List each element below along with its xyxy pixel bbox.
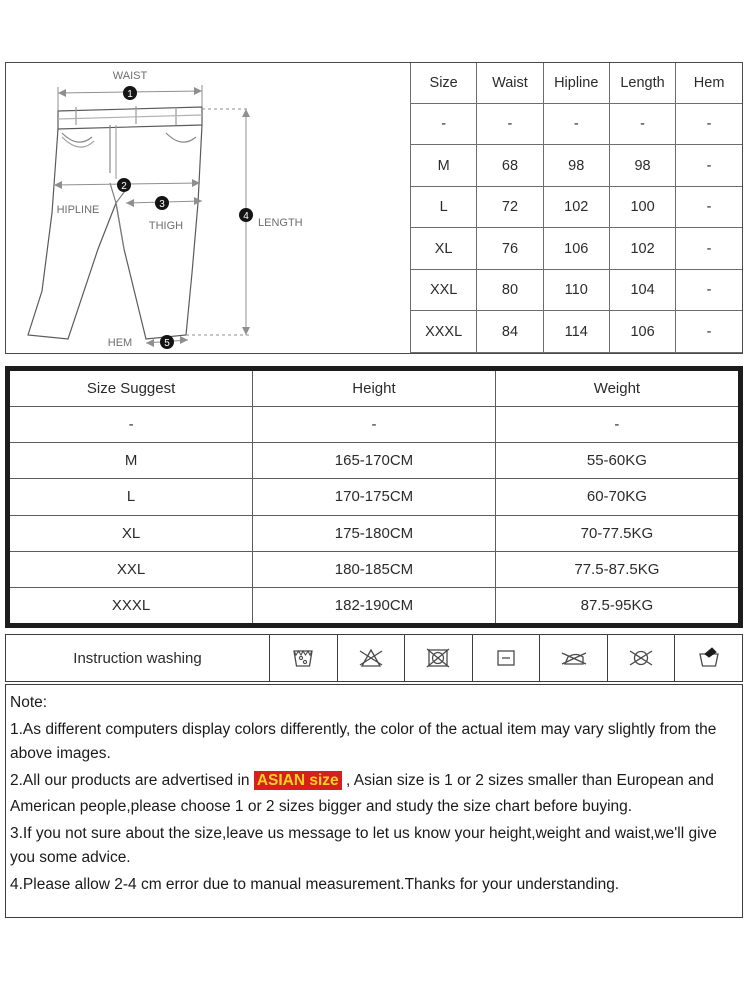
do-not-dry-clean-icon xyxy=(608,635,676,681)
suggest-cell: XXXL xyxy=(10,588,253,623)
table-row xyxy=(10,515,738,551)
dry-flat-icon-svg xyxy=(492,645,520,671)
table-row xyxy=(10,551,738,587)
machine-wash-icon-svg xyxy=(289,645,317,671)
measurement-cell: 104 xyxy=(609,269,675,311)
do-not-tumble-dry-icon xyxy=(405,635,473,681)
measurement-cell: 68 xyxy=(477,145,543,187)
hand-wash-icon xyxy=(675,635,742,681)
measurement-cell: L xyxy=(411,186,477,228)
measurement-cell: - xyxy=(676,228,742,270)
measurement-header-cell: Waist xyxy=(477,63,543,103)
measurement-cell: 102 xyxy=(543,186,609,228)
suggest-cell: - xyxy=(253,406,496,442)
length-label: LENGTH xyxy=(258,217,303,229)
suggest-cell: 60-70KG xyxy=(495,479,738,515)
note-item-2-continued: American people,please choose 1 or 2 sizes bigger and study the size chart before buying. xyxy=(10,798,633,815)
size-suggest-table xyxy=(10,371,738,623)
measurement-cell: XXL xyxy=(411,269,477,311)
table-row xyxy=(411,269,743,311)
suggest-cell: - xyxy=(495,406,738,442)
measurement-cell: - xyxy=(676,103,742,145)
pants-diagram xyxy=(6,63,410,353)
table-header-row xyxy=(10,371,738,406)
table-row xyxy=(411,186,743,228)
dry-flat-icon xyxy=(473,635,541,681)
suggest-cell: 165-170CM xyxy=(253,443,496,479)
size-suggest-section xyxy=(5,366,743,628)
suggest-cell: M xyxy=(10,443,253,479)
note-item-4: 4.Please allow 2-4 cm error due to manual measurement.Thanks for your understanding. xyxy=(10,875,620,893)
table-header-row xyxy=(411,63,743,103)
table-row xyxy=(411,228,743,270)
table-row xyxy=(10,443,738,479)
measurement-cell: - xyxy=(676,145,742,187)
measurement-cell: 98 xyxy=(543,145,609,187)
do-not-tumble-dry-icon-svg xyxy=(424,645,452,671)
marker-4: 4 xyxy=(243,211,249,222)
measurement-cell: 76 xyxy=(477,228,543,270)
hem-label: HEM xyxy=(107,337,133,349)
suggest-cell: 55-60KG xyxy=(495,443,738,479)
measurement-cell: - xyxy=(676,311,742,353)
notes-heading: Note: xyxy=(10,694,48,711)
table-row xyxy=(411,103,743,145)
suggest-cell: 175-180CM xyxy=(253,515,496,551)
suggest-header-cell: Weight xyxy=(495,371,738,406)
hand-wash-icon-svg xyxy=(695,645,723,671)
measurement-header-cell: Hem xyxy=(676,63,742,103)
note-item-3: 3.If you not sure about the size,leave us message to let us know your height,weight and waist,we'll give you some advice. xyxy=(10,824,722,866)
measurement-cell: - xyxy=(543,103,609,145)
measurement-cell: 80 xyxy=(477,269,543,311)
table-row xyxy=(10,479,738,515)
measurement-header-cell: Length xyxy=(609,63,675,103)
measurement-table xyxy=(410,63,742,353)
marker-3: 3 xyxy=(159,199,165,210)
do-not-bleach-icon xyxy=(338,635,406,681)
measurement-cell: - xyxy=(609,103,675,145)
measurement-cell: - xyxy=(477,103,543,145)
table-row xyxy=(10,588,738,623)
suggest-cell: XXL xyxy=(10,551,253,587)
note-item-2-after: , Asian size is 1 or 2 sizes smaller than European and xyxy=(341,771,714,789)
table-row xyxy=(411,145,743,187)
pants-diagram-svg xyxy=(6,63,410,353)
suggest-header-cell: Size Suggest xyxy=(10,371,253,406)
measurement-cell: 106 xyxy=(609,311,675,353)
do-not-dry-clean-icon-svg xyxy=(625,645,657,671)
marker-1: 1 xyxy=(127,89,133,100)
measurement-cell: 114 xyxy=(543,311,609,353)
measurement-cell: XXXL xyxy=(411,311,477,353)
measurement-cell: 110 xyxy=(543,269,609,311)
suggest-cell: 170-175CM xyxy=(253,479,496,515)
measurement-table-pane xyxy=(410,63,742,353)
do-not-bleach-icon-svg xyxy=(356,645,386,671)
do-not-iron-icon xyxy=(540,635,608,681)
measurement-header-cell: Hipline xyxy=(543,63,609,103)
asian-size-highlight: ASIAN size xyxy=(254,771,342,790)
measurement-cell: 102 xyxy=(609,228,675,270)
table-row xyxy=(10,406,738,442)
note-item-2-before: 2.All our products are advertised in xyxy=(10,771,254,789)
waist-label: WAIST xyxy=(112,70,148,82)
washing-instruction-label: Instruction washing xyxy=(6,635,270,681)
suggest-cell: 87.5-95KG xyxy=(495,588,738,623)
suggest-cell: 180-185CM xyxy=(253,551,496,587)
suggest-cell: - xyxy=(10,406,253,442)
marker-2: 2 xyxy=(121,181,127,192)
measurement-cell: - xyxy=(676,269,742,311)
machine-wash-icon xyxy=(270,635,338,681)
measurement-section xyxy=(5,62,743,354)
measurement-cell: 72 xyxy=(477,186,543,228)
do-not-iron-icon-svg xyxy=(558,645,590,671)
thigh-label: THIGH xyxy=(148,220,184,232)
washing-instruction-section xyxy=(5,634,743,682)
measurement-cell: XL xyxy=(411,228,477,270)
marker-5: 5 xyxy=(164,338,170,349)
suggest-cell: XL xyxy=(10,515,253,551)
measurement-header-cell: Size xyxy=(411,63,477,103)
note-item-1: 1.As different computers display colors differently, the color of the actual item may vary slightly from the above images. xyxy=(10,720,721,762)
measurement-cell: 100 xyxy=(609,186,675,228)
suggest-cell: 70-77.5KG xyxy=(495,515,738,551)
notes-section xyxy=(5,684,743,918)
note-item-2 xyxy=(10,769,740,794)
measurement-cell: 106 xyxy=(543,228,609,270)
measurement-cell: 98 xyxy=(609,145,675,187)
suggest-header-cell: Height xyxy=(253,371,496,406)
measurement-cell: M xyxy=(411,145,477,187)
hipline-label: HIPLINE xyxy=(56,204,100,216)
table-row xyxy=(411,311,743,353)
suggest-cell: L xyxy=(10,479,253,515)
measurement-cell: - xyxy=(411,103,477,145)
suggest-cell: 182-190CM xyxy=(253,588,496,623)
suggest-cell: 77.5-87.5KG xyxy=(495,551,738,587)
measurement-cell: 84 xyxy=(477,311,543,353)
measurement-cell: - xyxy=(676,186,742,228)
